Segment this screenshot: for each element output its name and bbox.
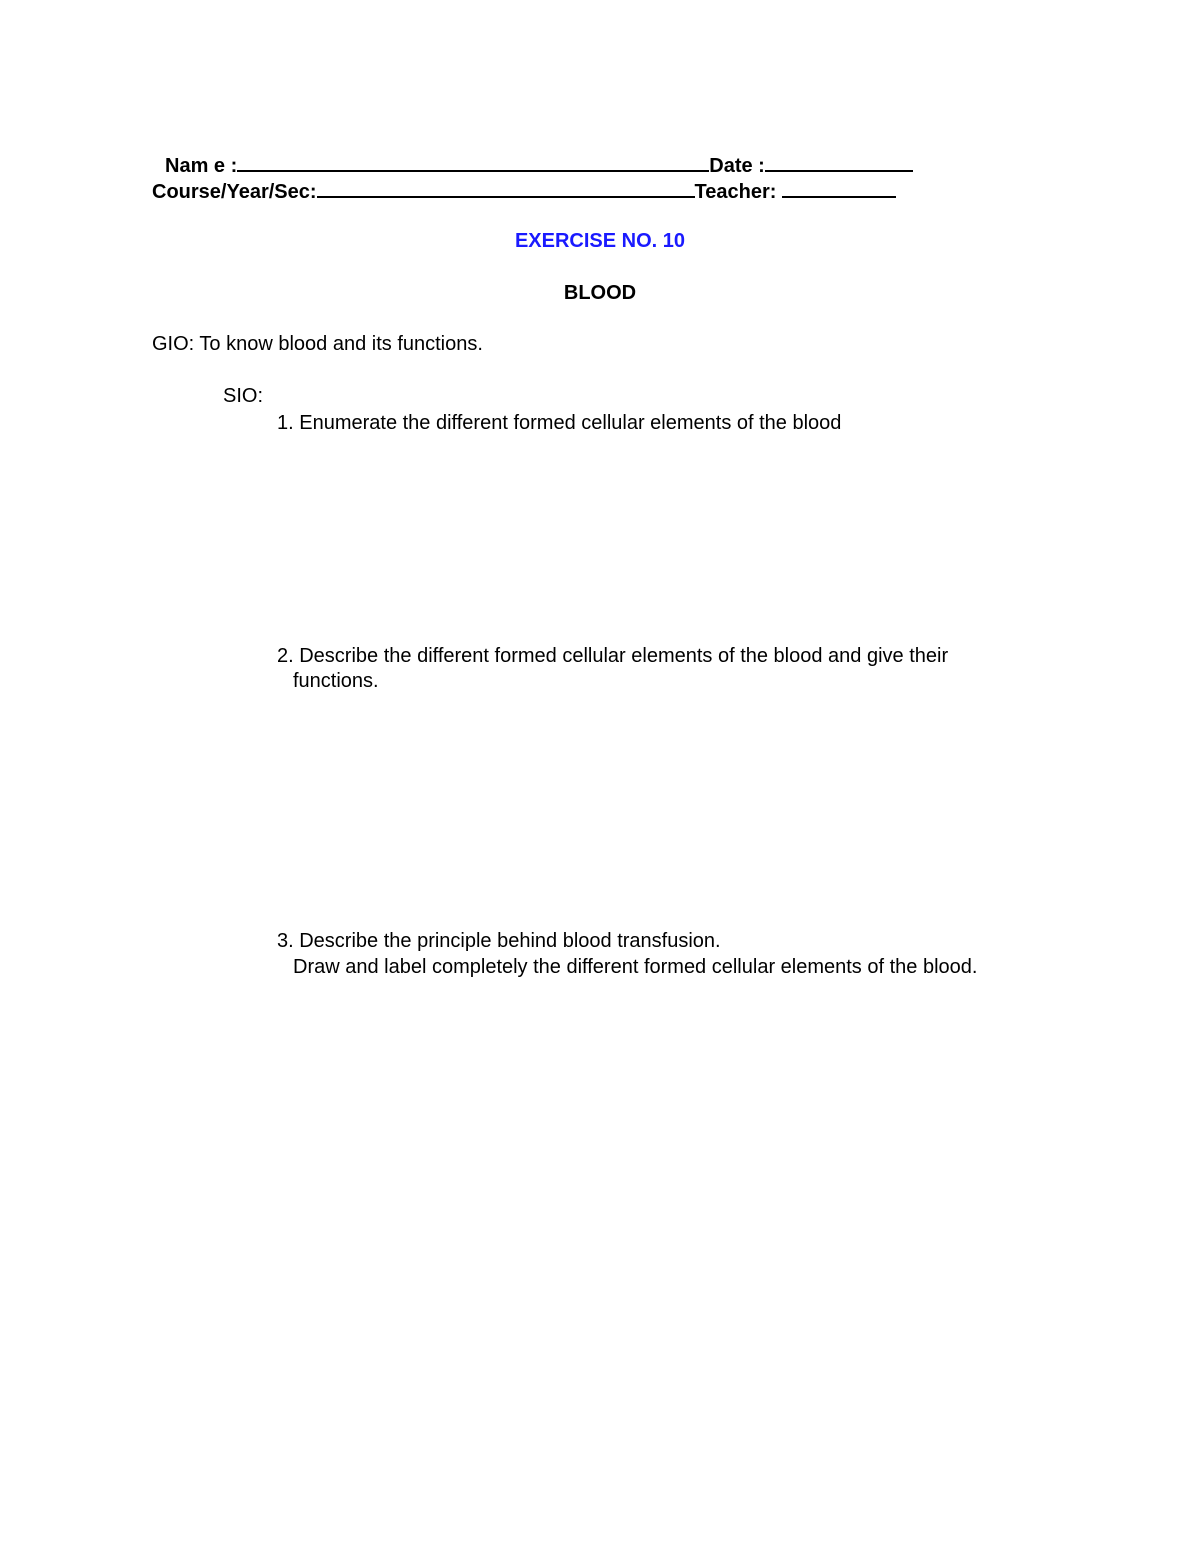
name-blank <box>237 152 709 172</box>
course-teacher-row <box>152 178 896 204</box>
course-blank <box>317 178 695 198</box>
name-label: Nam e : <box>165 155 238 177</box>
sio-item-2-continuation: functions. <box>293 670 379 692</box>
date-blank <box>765 152 913 172</box>
sio-item-2: 2. Describe the different formed cellular elements of the blood and give their <box>277 645 949 667</box>
name-date-row <box>165 152 913 178</box>
sio-label: SIO: <box>223 385 264 407</box>
date-label: Date : <box>709 155 765 177</box>
gio-text: GIO: To know blood and its functions. <box>152 333 483 355</box>
sio-item-3-continuation: Draw and label completely the different formed cellular elements of the blood. <box>293 956 978 978</box>
course-label: Course/Year/Sec: <box>152 181 317 203</box>
teacher-blank <box>782 178 896 198</box>
teacher-label: Teacher: <box>694 181 782 203</box>
sio-item-3: 3. Describe the principle behind blood transfusion. <box>277 930 721 952</box>
topic-title: BLOOD <box>563 282 637 304</box>
sio-item-1: 1. Enumerate the different formed cellular elements of the blood <box>277 412 842 434</box>
exercise-title: EXERCISE NO. 10 <box>514 230 686 252</box>
